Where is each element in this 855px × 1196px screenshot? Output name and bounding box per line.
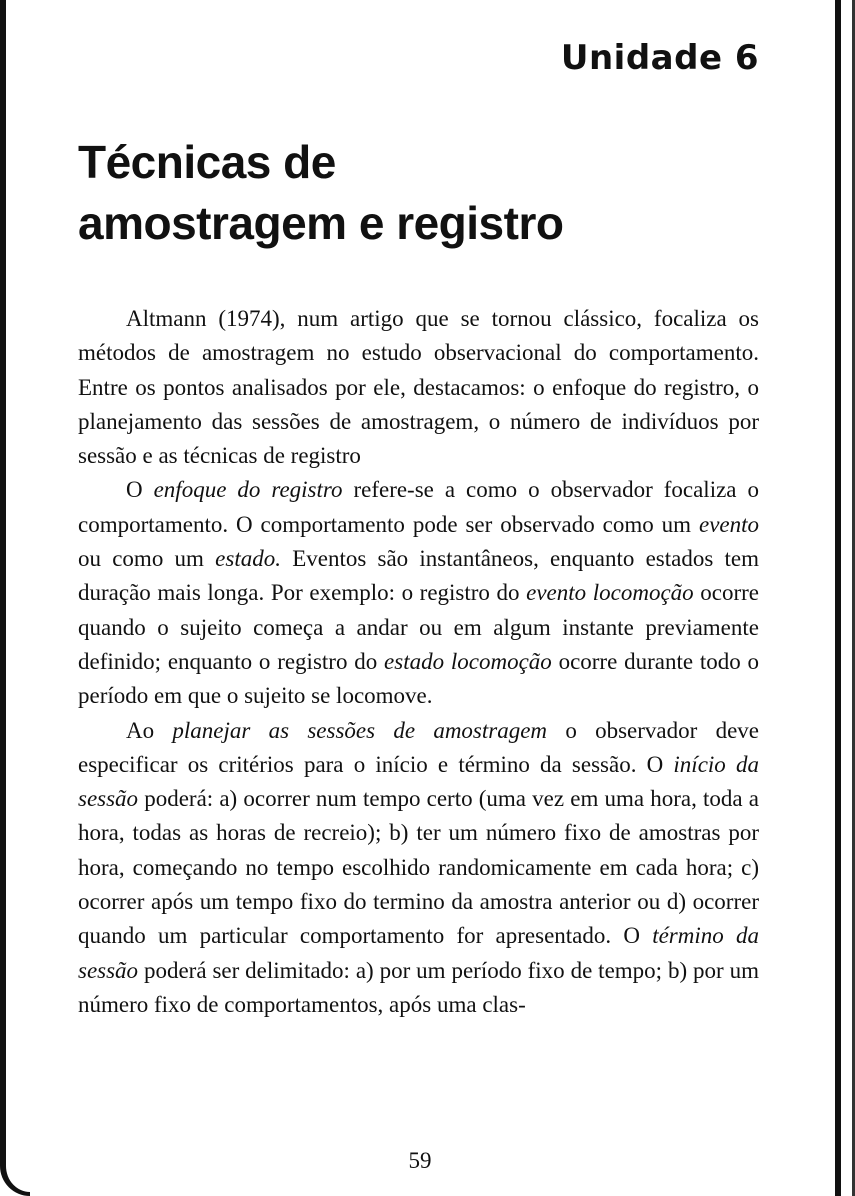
paragraph-2-text: ocorre quando o sujeito começa a andar ou em algum instante previamente definido; enquanto o registro do [78,580,759,674]
paragraph-2-emphasis: estado locomoção [384,648,552,674]
scan-border-left [0,0,6,1150]
paragraph-2-emphasis: evento locomoção [526,580,694,606]
unit-label: Unidade 6 [560,38,759,78]
paragraph-3-emphasis: término da sessão [78,923,759,983]
paragraph-1: Altmann (1974), num artigo que se tornou clássico, focaliza os métodos de amostragem no estudo observacional do comportamento. Entre os pontos analisados por ele, destacamos: o enfoque do registro, o planejamento das sessões de amostragem, o número de indivíduos por sessão e as técnicas de registro [78,306,759,469]
paragraph-2-text: ocorre durante todo o período em que o sujeito se locomove. [78,648,760,709]
paragraph-3-text: o observador deve especificar os critérios para o início e término da sessão. O [78,717,759,777]
paragraph-3 [78,714,759,1023]
paragraph-2-emphasis: estado. [215,546,281,572]
paragraph-2-text: O [126,477,154,503]
chapter-title-line-2: amostragem e registro [78,197,564,249]
paragraph-3-text: poderá: a) ocorrer num tempo certo (uma vez em uma hora, toda a hora, todas as horas de recreio); b) ter um número fixo de amostras por hora, começando no tempo escolhido randomicamente em cada hora; c) ocorrer após um tempo fixo do termino da amostra anterior ou d) ocorrer quando um particular comportamento for apresentado. O [78,786,759,949]
paragraph-2-emphasis: evento [698,511,759,537]
paragraph-3-emphasis: planejar as sessões de amostragem [172,717,548,743]
paragraph-2-text: refere-se a como o observador focaliza o comportamento. O comportamento pode ser observado como um [78,477,759,537]
page-number: 59 [408,1148,432,1173]
chapter-title [78,132,778,254]
paragraph-2 [78,473,759,713]
paragraph-2-text: ou como um [78,546,216,572]
paragraph-2-text: Eventos são instantâneos, enquanto estados tem duração mais longa. Por exemplo: o registro do [78,546,759,606]
paragraph-3-text: poderá ser delimitado: a) por um período fixo de tempo; b) por um número fixo de comportamentos, após uma clas- [78,957,759,1017]
body-text [78,302,759,1022]
paragraph-3-text: Ao [126,717,173,743]
paragraph-3-emphasis: início da sessão [78,751,759,812]
scan-border-right [835,0,841,1196]
paragraph-2-emphasis: enfoque do registro [153,477,343,503]
chapter-title-line-1: Técnicas de [78,136,336,188]
